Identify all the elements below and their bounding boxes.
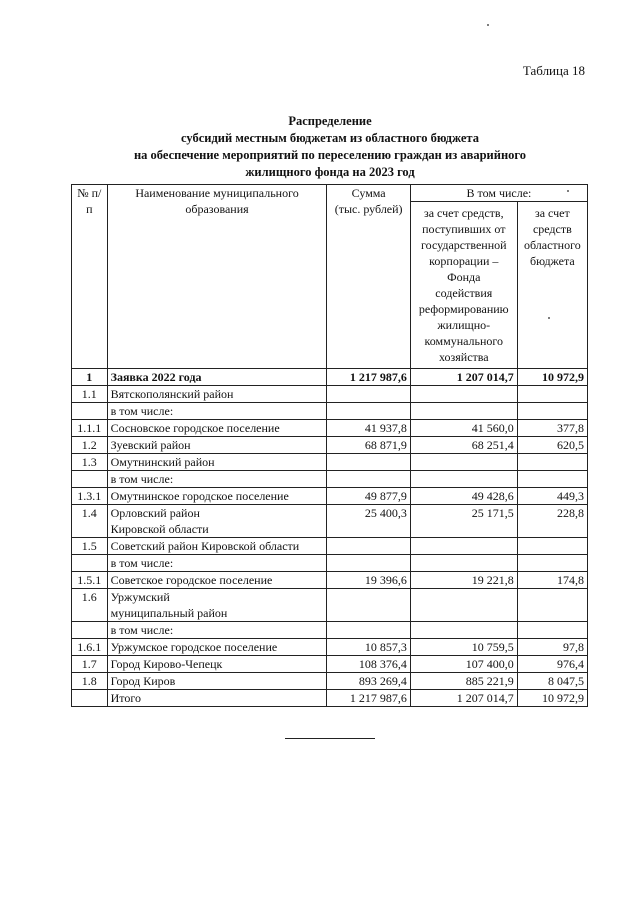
table-row — [72, 505, 588, 538]
row-fund — [410, 471, 517, 488]
row-name: Советское городское поселение — [107, 572, 327, 589]
row-number: 1.8 — [72, 673, 108, 690]
row-sum: 1 217 987,6 — [327, 369, 410, 386]
row-number: 1 — [72, 369, 108, 386]
table-row — [72, 555, 588, 572]
row-name: в том числе: — [107, 471, 327, 488]
row-fund: 25 171,5 — [410, 505, 517, 538]
row-name: Вятскополянский район — [107, 386, 327, 403]
table-row — [72, 386, 588, 403]
row-fund: 19 221,8 — [410, 572, 517, 589]
table-row — [72, 420, 588, 437]
table-row — [72, 454, 588, 471]
row-regional: 10 972,9 — [517, 690, 587, 707]
row-sum: 108 376,4 — [327, 656, 410, 673]
table-row — [72, 538, 588, 555]
row-fund — [410, 403, 517, 420]
row-number: 1.5.1 — [72, 572, 108, 589]
row-name: Заявка 2022 года — [107, 369, 327, 386]
table-row — [72, 369, 588, 386]
header-including: В том числе: — [410, 185, 587, 202]
title-line: на обеспечение мероприятий по переселению граждан из аварийного — [133, 148, 527, 162]
row-number — [72, 471, 108, 488]
row-name: Омутнинское городское поселение — [107, 488, 327, 505]
table-row — [72, 488, 588, 505]
row-name: Уржумский муниципальный район — [107, 589, 327, 622]
row-sum — [327, 403, 410, 420]
row-fund: 1 207 014,7 — [410, 690, 517, 707]
row-regional — [517, 622, 587, 639]
row-number — [72, 555, 108, 572]
row-sum — [327, 589, 410, 622]
row-sum: 893 269,4 — [327, 673, 410, 690]
scan-speck — [487, 24, 489, 26]
subsidy-table — [71, 184, 588, 707]
row-number: 1.1 — [72, 386, 108, 403]
row-name: в том числе: — [107, 555, 327, 572]
table-row — [72, 639, 588, 656]
row-fund: 10 759,5 — [410, 639, 517, 656]
row-sum — [327, 622, 410, 639]
row-number — [72, 622, 108, 639]
row-regional — [517, 386, 587, 403]
row-fund: 49 428,6 — [410, 488, 517, 505]
table-row — [72, 471, 588, 488]
row-number: 1.6.1 — [72, 639, 108, 656]
header-regional: за счет средств областного бюджета — [517, 202, 587, 369]
header-name: Наименование муниципального образования — [107, 185, 327, 369]
row-regional — [517, 454, 587, 471]
header-fund: за счет средств, поступивших от государственной корпорации – Фонда содействия реформированию жилищно- коммунального хозяйства — [410, 202, 517, 369]
row-fund: 1 207 014,7 — [410, 369, 517, 386]
row-sum — [327, 538, 410, 555]
row-regional: 174,8 — [517, 572, 587, 589]
row-regional — [517, 538, 587, 555]
row-name: Зуевский район — [107, 437, 327, 454]
row-number: 1.1.1 — [72, 420, 108, 437]
row-regional — [517, 555, 587, 572]
table-row — [72, 656, 588, 673]
row-regional: 228,8 — [517, 505, 587, 538]
title-line: субсидий местным бюджетам из областного бюджета — [181, 131, 479, 145]
row-number: 1.3.1 — [72, 488, 108, 505]
table-row — [72, 690, 588, 707]
row-name: в том числе: — [107, 622, 327, 639]
row-regional: 8 047,5 — [517, 673, 587, 690]
table-row — [72, 572, 588, 589]
row-fund — [410, 555, 517, 572]
table-label: Таблица 18 — [522, 63, 585, 78]
row-sum — [327, 454, 410, 471]
scan-speck — [548, 317, 550, 319]
row-number — [72, 690, 108, 707]
row-fund — [410, 454, 517, 471]
row-fund — [410, 589, 517, 622]
row-sum: 25 400,3 — [327, 505, 410, 538]
row-regional: 976,4 — [517, 656, 587, 673]
table-row — [72, 673, 588, 690]
row-number: 1.6 — [72, 589, 108, 622]
row-regional: 10 972,9 — [517, 369, 587, 386]
row-sum: 1 217 987,6 — [327, 690, 410, 707]
row-name: Уржумское городское поселение — [107, 639, 327, 656]
row-sum: 19 396,6 — [327, 572, 410, 589]
row-sum: 49 877,9 — [327, 488, 410, 505]
row-fund: 107 400,0 — [410, 656, 517, 673]
row-sum: 68 871,9 — [327, 437, 410, 454]
row-name: Город Кирово-Чепецк — [107, 656, 327, 673]
row-regional: 620,5 — [517, 437, 587, 454]
table-row — [72, 403, 588, 420]
row-regional — [517, 471, 587, 488]
row-fund: 68 251,4 — [410, 437, 517, 454]
row-number: 1.5 — [72, 538, 108, 555]
scan-speck — [567, 190, 569, 192]
table-body — [72, 369, 588, 707]
row-sum — [327, 386, 410, 403]
title-line: Распределение — [288, 114, 372, 128]
table-row — [72, 437, 588, 454]
row-sum: 41 937,8 — [327, 420, 410, 437]
table-row — [72, 622, 588, 639]
end-rule — [285, 738, 375, 739]
row-sum: 10 857,3 — [327, 639, 410, 656]
row-name: Сосновское городское поселение — [107, 420, 327, 437]
row-number: 1.2 — [72, 437, 108, 454]
document-title — [72, 113, 588, 181]
row-fund: 41 560,0 — [410, 420, 517, 437]
row-sum — [327, 471, 410, 488]
row-fund — [410, 622, 517, 639]
header-sum: Сумма (тыс. рублей) — [327, 185, 410, 369]
row-regional: 97,8 — [517, 639, 587, 656]
row-name: Город Киров — [107, 673, 327, 690]
row-name: Орловский район Кировской области — [107, 505, 327, 538]
row-regional: 449,3 — [517, 488, 587, 505]
row-number: 1.7 — [72, 656, 108, 673]
row-number: 1.4 — [72, 505, 108, 538]
row-regional: 377,8 — [517, 420, 587, 437]
row-name: Советский район Кировской области — [107, 538, 327, 555]
row-fund: 885 221,9 — [410, 673, 517, 690]
row-fund — [410, 386, 517, 403]
title-line: жилищного фонда на 2023 год — [245, 165, 415, 179]
row-fund — [410, 538, 517, 555]
row-number: 1.3 — [72, 454, 108, 471]
row-number — [72, 403, 108, 420]
row-name: в том числе: — [107, 403, 327, 420]
table-row — [72, 589, 588, 622]
row-name: Итого — [107, 690, 327, 707]
row-sum — [327, 555, 410, 572]
row-regional — [517, 403, 587, 420]
row-name: Омутнинский район — [107, 454, 327, 471]
row-regional — [517, 589, 587, 622]
header-num: № п/п — [72, 185, 108, 369]
